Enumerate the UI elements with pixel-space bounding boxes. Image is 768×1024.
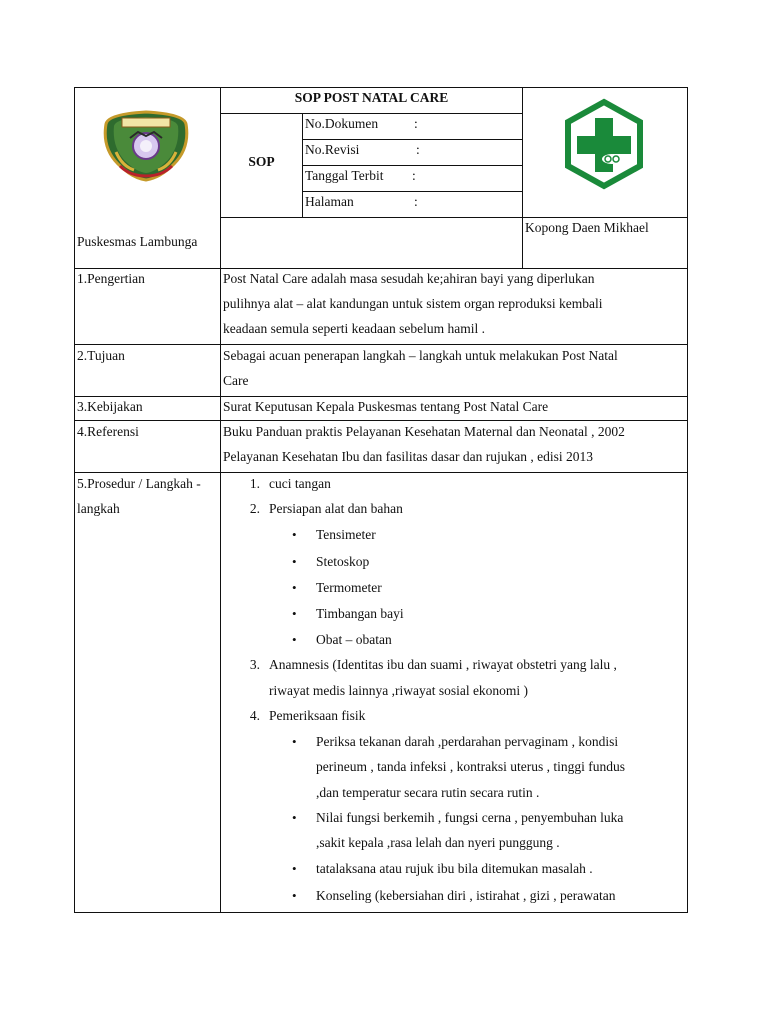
- step-4-bullet-1-line-2: perineum , tanda infeksi , kontraksi uterus , tinggi fundus: [316, 759, 625, 774]
- field-line-1: [302, 139, 523, 140]
- step-4-bullet-2-line-1: Nilai fungsi berkemih , fungsi cerna , penyembuhan luka: [316, 810, 624, 825]
- step-4-bullet-3-line-1: tatalaksana atau rujuk ibu bila ditemukan masalah .: [316, 861, 593, 876]
- header-bottom-line: [220, 217, 688, 218]
- step-2-line-1: Persiapan alat dan bahan: [269, 501, 403, 516]
- field-label-no-dokumen: No.Dokumen: [305, 116, 379, 131]
- step-number: 3.: [249, 657, 260, 672]
- field-label-halaman: Halaman: [305, 194, 354, 209]
- tujuan-line-2: Care: [223, 373, 249, 388]
- table-border-top: [74, 87, 688, 88]
- bullet-icon: •: [292, 861, 297, 876]
- row-line-3: [74, 396, 688, 397]
- step-number: 1.: [249, 476, 260, 491]
- field-sep-no-revisi: :: [416, 142, 420, 157]
- section-label-prosedur-line-2: langkah: [77, 501, 120, 516]
- bullet-icon: •: [292, 606, 297, 621]
- section-label-kebijakan: 3.Kebijakan: [77, 399, 143, 414]
- pengertian-line-3: keadaan semula seperti keadaan sebelum hamil .: [223, 321, 486, 336]
- sop-label: SOP: [248, 154, 275, 169]
- kebijakan-line-1: Surat Keputusan Kepala Puskesmas tentang Post Natal Care: [223, 399, 549, 414]
- table-border-bottom: [74, 912, 688, 913]
- bullet-icon: •: [292, 810, 297, 825]
- title-row-line: [220, 113, 523, 114]
- field-line-3: [302, 191, 523, 192]
- section-label-pengertian: 1.Pengertian: [77, 271, 145, 286]
- row-line-1: [74, 268, 688, 269]
- section-label-tujuan: 2.Tujuan: [77, 348, 125, 363]
- table-border-right: [687, 87, 688, 913]
- step-4-bullet-4-line-1: Konseling (kebersiahan diri , istirahat , gizi , perawatan: [316, 888, 616, 903]
- bullet-icon: •: [292, 554, 297, 569]
- step-4-bullet-2-line-2: ,sakit kepala ,rasa lelah dan nyeri punggung .: [316, 835, 560, 850]
- tujuan-line-1: Sebagai acuan penerapan langkah – langkah untuk melakukan Post Natal: [223, 348, 618, 363]
- referensi-line-1: Buku Panduan praktis Pelayanan Kesehatan Maternal dan Neonatal , 2002: [223, 424, 625, 439]
- signatory-left-line: [522, 217, 523, 269]
- referensi-line-2: Pelayanan Kesehatan Ibu dan fasilitas dasar dan rujukan , edisi 2013: [223, 449, 594, 464]
- step-1-line-1: cuci tangan: [269, 476, 331, 491]
- bullet-icon: •: [292, 888, 297, 903]
- pengertian-line-1: Post Natal Care adalah masa sesudah ke;ahiran bayi yang diperlukan: [223, 271, 595, 286]
- bullet-icon: •: [292, 734, 297, 749]
- step-3-line-2: riwayat medis lainnya ,riwayat sosial ekonomi ): [269, 683, 529, 698]
- step-4-bullet-1-line-1: Periksa tekanan darah ,perdarahan pervaginam , kondisi: [316, 734, 619, 749]
- step-3-line-1: Anamnesis (Identitas ibu dan suami , riwayat obstetri yang lalu ,: [269, 657, 617, 672]
- row-line-4: [74, 420, 688, 421]
- signatory-name: Kopong Daen Mikhael: [525, 220, 649, 235]
- step-2-bullet-5: Obat – obatan: [316, 632, 392, 647]
- header-col-divider-right: [522, 87, 523, 218]
- bullet-icon: •: [292, 527, 297, 542]
- row-line-2: [74, 344, 688, 345]
- puskesmas-logo: [563, 98, 645, 190]
- step-2-bullet-2: Stetoskop: [316, 554, 370, 569]
- field-sep-tanggal-terbit: :: [412, 168, 416, 183]
- step-2-bullet-3: Termometer: [316, 580, 382, 595]
- field-sep-no-dokumen: :: [414, 116, 418, 131]
- step-4-bullet-1-line-3: ,dan temperatur secara rutin secara rutin .: [316, 785, 540, 800]
- step-2-bullet-4: Timbangan bayi: [316, 606, 404, 621]
- step-number: 2.: [249, 501, 260, 516]
- row-line-5: [74, 472, 688, 473]
- district-emblem-logo: [100, 108, 192, 182]
- field-label-no-revisi: No.Revisi: [305, 142, 360, 157]
- field-sep-halaman: :: [414, 194, 418, 209]
- document-title: SOP POST NATAL CARE: [294, 90, 449, 105]
- field-line-2: [302, 165, 523, 166]
- step-2-bullet-1: Tensimeter: [316, 527, 376, 542]
- puskesmas-name: Puskesmas Lambunga: [77, 234, 198, 249]
- field-label-tanggal-terbit: Tanggal Terbit: [305, 168, 384, 183]
- section-label-prosedur-line-1: 5.Prosedur / Langkah -: [77, 476, 201, 491]
- bullet-icon: •: [292, 632, 297, 647]
- table-border-left: [74, 87, 75, 913]
- column-divider: [220, 87, 221, 913]
- step-number: 4.: [249, 708, 260, 723]
- step-4-line-1: Pemeriksaan fisik: [269, 708, 366, 723]
- section-label-referensi: 4.Referensi: [77, 424, 139, 439]
- bullet-icon: •: [292, 580, 297, 595]
- pengertian-line-2: pulihnya alat – alat kandungan untuk sistem organ reproduksi kembali: [223, 296, 603, 311]
